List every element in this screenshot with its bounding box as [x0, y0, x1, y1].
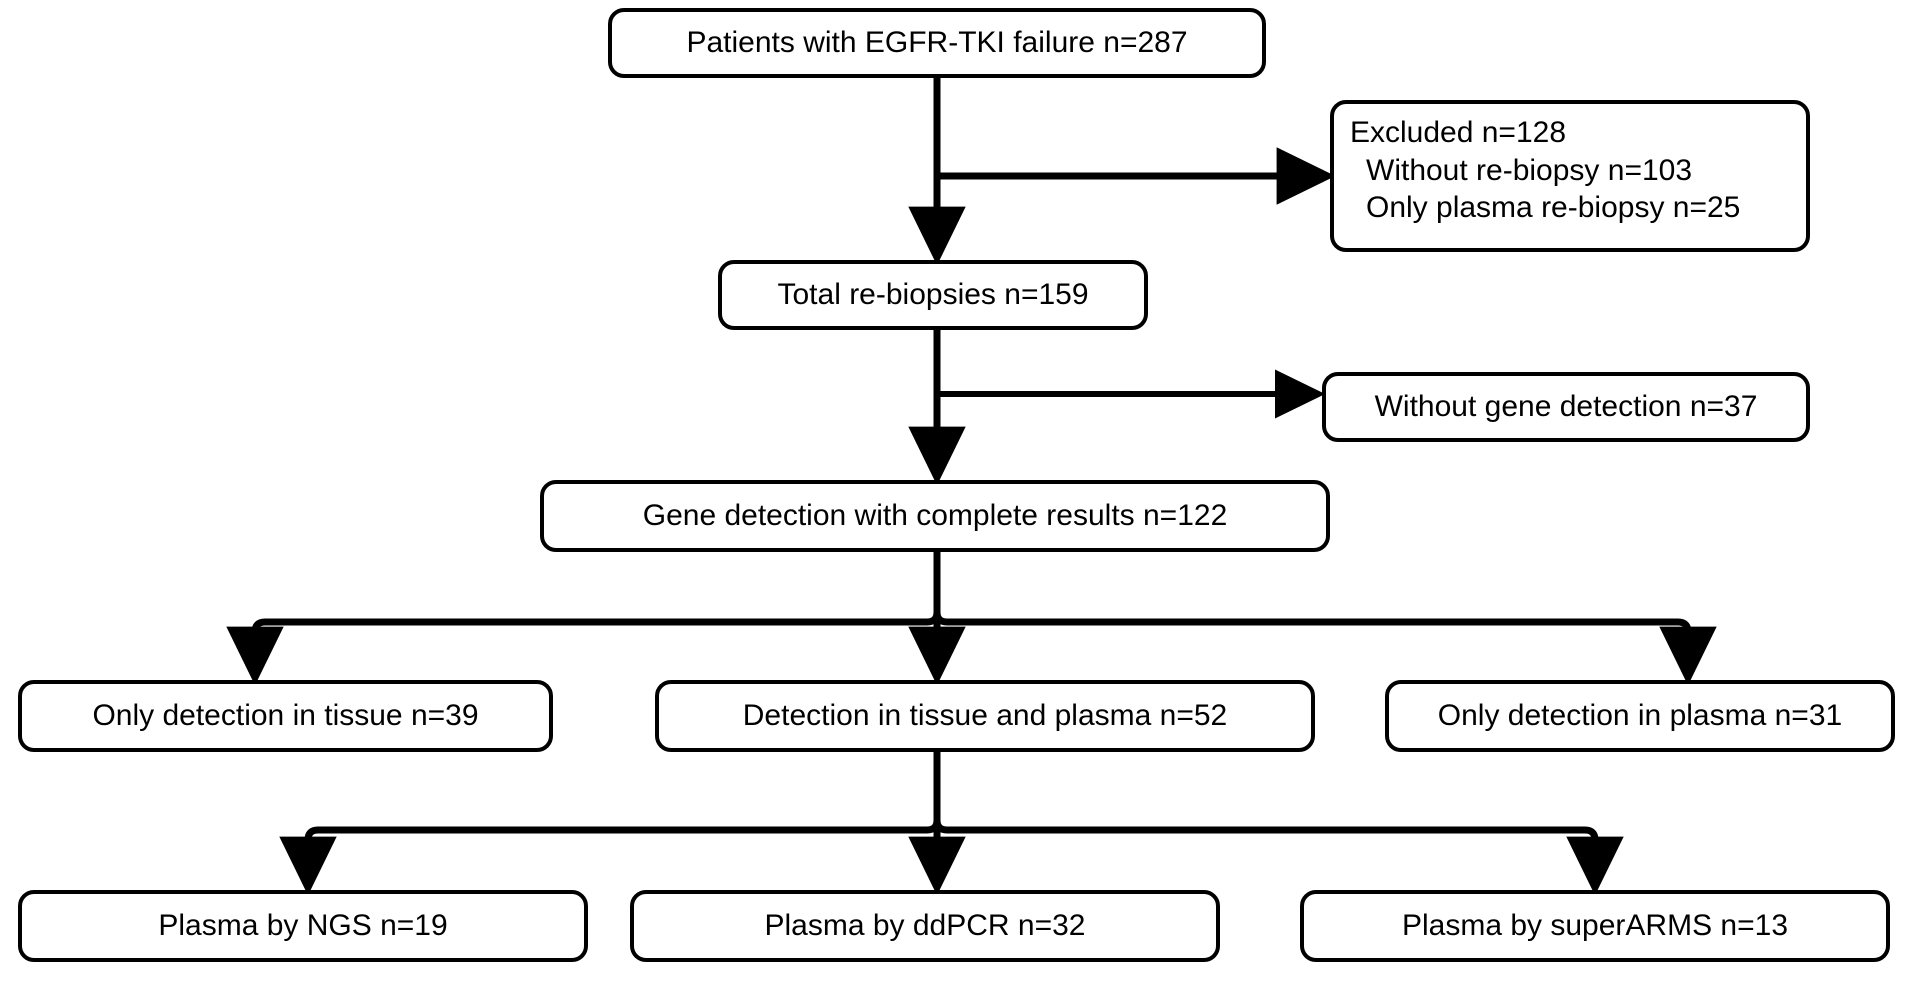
edge-tissueplasma-to-ngs: [308, 752, 937, 880]
node-detection-tissue-plasma: [655, 680, 1315, 752]
edge-tissueplasma-to-superarms: [937, 820, 1595, 880]
node-excluded-line-2: Without re-biopsy n=103: [1366, 153, 1693, 187]
node-plasma-superarms: [1300, 890, 1890, 962]
node-without-gene-detection-label: Without gene detection n=37: [1374, 390, 1758, 424]
node-only-detection-plasma: [1385, 680, 1895, 752]
node-patients-label: Patients with EGFR-TKI failure n=287: [686, 26, 1188, 60]
node-detection-tissue-plasma-label: Detection in tissue and plasma n=52: [742, 699, 1228, 733]
node-without-gene-detection: [1322, 372, 1810, 442]
node-excluded-line-1: Excluded n=128: [1350, 116, 1567, 149]
node-only-detection-plasma-label: Only detection in plasma n=31: [1437, 699, 1843, 733]
node-only-detection-tissue: [18, 680, 553, 752]
node-plasma-ngs-label: Plasma by NGS n=19: [158, 909, 448, 943]
node-excluded-line-3: Only plasma re-biopsy n=25: [1366, 191, 1741, 224]
edge-gene-to-tissueonly: [255, 552, 937, 670]
node-plasma-ddpcr-label: Plasma by ddPCR n=32: [764, 909, 1086, 943]
node-only-detection-tissue-label: Only detection in tissue n=39: [92, 699, 479, 733]
node-plasma-superarms-label: Plasma by superARMS n=13: [1401, 909, 1788, 943]
edge-gene-to-plasmaonly: [937, 612, 1688, 670]
node-total-rebiopsies-label: Total re-biopsies n=159: [777, 278, 1089, 312]
node-gene-detection-label: Gene detection with complete results n=122: [642, 499, 1228, 533]
node-plasma-ddpcr: [630, 890, 1220, 962]
node-plasma-ngs: [18, 890, 588, 962]
node-patients: [608, 8, 1266, 78]
node-excluded: [1330, 100, 1810, 252]
node-total-rebiopsies: [718, 260, 1148, 330]
node-gene-detection: [540, 480, 1330, 552]
